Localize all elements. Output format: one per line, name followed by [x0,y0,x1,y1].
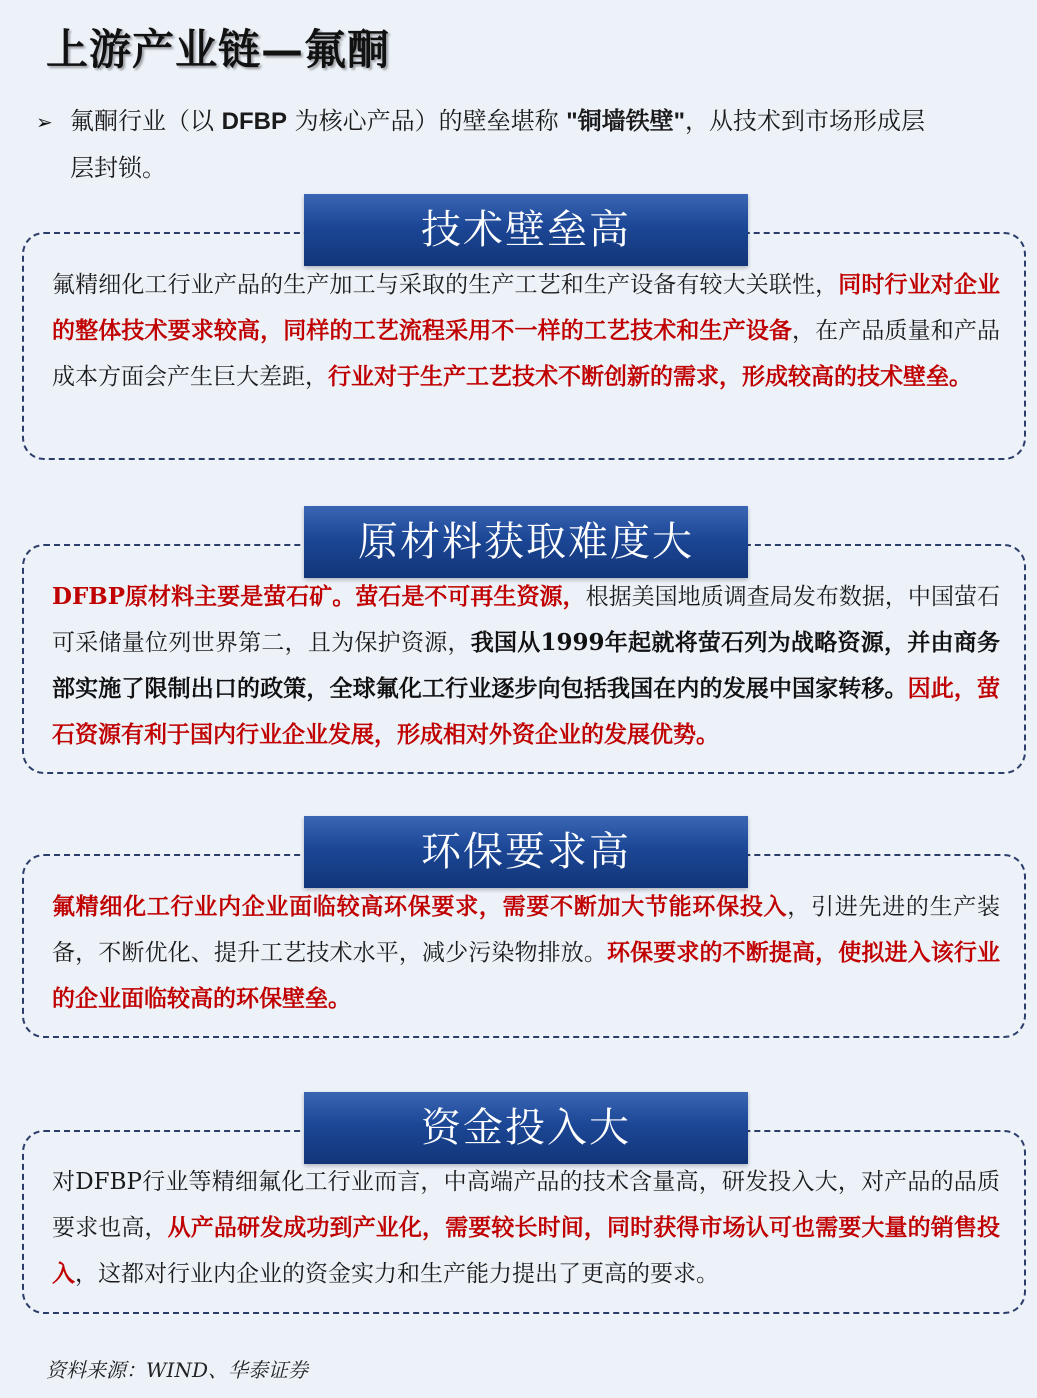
body-text-run: ，引进先进的生产装备，不断优化、提升工艺技术水平，减少污染物排放。 [52,894,1001,966]
section-title-banner: 环保要求高 [304,816,748,888]
body-text-run: 根据美国地质调查局发布数据，中国萤石可采储量位列世界第二，且为保护资源， [52,584,1001,656]
intro-line-1 [36,98,1006,145]
section-body [52,574,1000,758]
intro-part3: ，从技术到市场形成层 [685,107,926,135]
body-text-run: 对DFBP行业等精细氟化工行业而言，中高端产品的技术含量高，研发投入大，对产品的品质要求也高， [52,1169,1000,1241]
section-body [52,884,1000,1022]
emphasis-text-run: 我国从1999年起就将萤石列为战略资源，并由商务部实施了限制出口的政策，全球氟化工行业逐步向包括我国在内的发展中国家转移。 [52,629,1001,702]
section-capital [22,1092,1026,1316]
intro-part2: 为核心产品）的壁垒堪称 [294,107,559,135]
emphasis-text-run: 行业对于生产工艺技术不断创新的需求，形成较高的技术壁垒。 [328,363,972,390]
emphasis-text-run: 从产品研发成功到产业化，需要较长时间，同时获得市场认可也需要大量的销售投入 [52,1214,1000,1287]
section-environmental [22,816,1026,1040]
section-title-banner: 技术壁垒高 [304,194,748,266]
body-text-run: ，在产品质量和产品成本方面会产生巨大差距， [52,318,1000,390]
intro-paragraph [36,98,1006,191]
section-body [52,262,1000,400]
emphasis-text-run: 氟精细化工行业内企业面临较高环保要求，需要不断加大节能环保投入 [52,893,788,920]
section-title-banner: 原材料获取难度大 [304,506,748,578]
arrow-bullet-icon: ➢ [36,110,53,134]
emphasis-text-run: DFBP原材料主要是萤石矿。萤石是不可再生资源， [52,583,586,610]
emphasis-text-run: 同时行业对企业的整体技术要求较高，同样的工艺流程采用不一样的工艺技术和生产设备 [52,271,1000,344]
intro-quote: "铜墙铁壁" [566,108,686,135]
intro-line-2: 层封锁。 [70,154,166,182]
page-title: 上游产业链—氟酮 [46,25,391,74]
section-technical-barrier [22,194,1026,462]
emphasis-text-run: 环保要求的不断提高，使拟进入该行业的企业面临较高的环保壁垒。 [52,939,1000,1012]
source-note: 资料来源：WIND、华泰证券 [46,1358,308,1382]
body-text-run: ，这都对行业内企业的资金实力和生产能力提出了更高的要求。 [75,1261,719,1287]
section-raw-material [22,506,1026,774]
intro-dfbp: DFBP [221,108,287,135]
intro-part1: 氟酮行业（以 [70,107,214,135]
section-body [52,1160,1000,1297]
emphasis-text-run: 因此，萤石资源有利于国内行业企业发展，形成相对外资企业的发展优势。 [52,675,1000,748]
body-text-run: 氟精细化工行业产品的生产加工与采取的生产工艺和生产设备有较大关联性， [52,272,839,298]
section-title-banner: 资金投入大 [304,1092,748,1164]
